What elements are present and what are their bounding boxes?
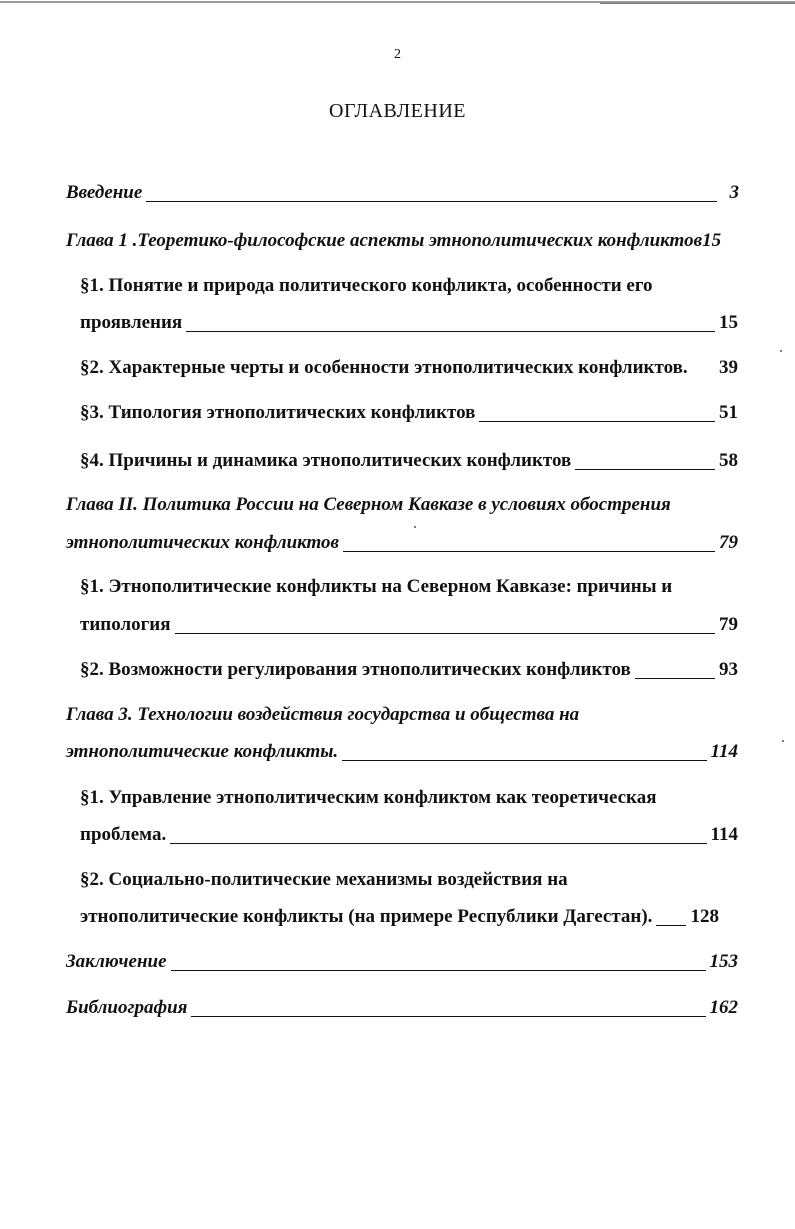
toc-label: §1. Управление этнополитическим конфликтом как теоретическая	[80, 787, 657, 808]
toc-entry-ch3-s1-line1	[80, 787, 657, 809]
toc-leader-line	[170, 843, 706, 844]
toc-leader-line	[342, 760, 706, 761]
toc-entry-ch1-s1-line2	[80, 312, 738, 334]
toc-label: §2. Социально-политические механизмы воздействия на	[80, 869, 568, 890]
toc-label: типология	[80, 614, 171, 635]
toc-label: §1. Понятие и природа политического конфликта, особенности его	[80, 275, 653, 296]
toc-leader-line	[146, 201, 717, 202]
toc-page: 79	[719, 614, 738, 635]
toc-leader-line	[479, 421, 715, 422]
toc-label: Глава II. Политика России на Северном Кавказе в условиях обострения	[66, 494, 671, 515]
toc-label: §4. Причины и динамика этнополитических конфликтов	[80, 450, 572, 471]
toc-label: §2. Возможности регулирования этнополитических конфликтов	[80, 659, 631, 680]
toc-label: Библиография	[66, 997, 188, 1018]
toc-entry-chapter-3-line1	[66, 704, 579, 726]
toc-leader-line	[343, 551, 715, 552]
toc-entry-ch2-s1-line1	[80, 576, 672, 598]
toc-page: 79	[719, 532, 738, 553]
toc-page: 114	[710, 741, 738, 762]
toc-leader-line	[186, 331, 715, 332]
toc-entry-chapter-2-line1	[66, 494, 671, 516]
toc-entry-ch2-s1-line2	[80, 614, 738, 636]
toc-page: 114	[710, 824, 738, 845]
toc-entry-intro	[66, 182, 739, 204]
page-title: ОГЛАВЛЕНИЕ	[329, 100, 466, 122]
toc-entry-bibliography	[66, 997, 738, 1019]
toc-page: 15	[702, 230, 722, 251]
toc-page: 39	[719, 357, 738, 378]
scan-speck	[782, 740, 784, 742]
toc-entry-ch1-s3	[80, 402, 738, 424]
toc-page: 128	[690, 906, 719, 927]
toc-page: 153	[709, 951, 738, 972]
toc-leader-line	[656, 925, 686, 926]
toc-entry-ch1-s4	[80, 450, 738, 472]
toc-page: 3	[729, 182, 739, 203]
toc-page: 15	[719, 312, 738, 333]
toc-label: §1. Этнополитические конфликты на Северном Кавказе: причины и	[80, 576, 673, 597]
toc-label: Введение	[66, 182, 143, 203]
toc-label: этнополитические конфликты.	[66, 741, 339, 762]
toc-label: этнополитических конфликтов	[66, 532, 340, 553]
toc-entry-ch1-s1-line1	[80, 275, 653, 297]
toc-label: §3. Типология этнополитических конфликтов	[80, 402, 476, 423]
toc-label: проявления	[80, 312, 183, 333]
toc-entry-ch3-s2-line2	[80, 906, 738, 928]
toc-label: Заключение	[66, 951, 167, 972]
toc-entry-chapter-1	[66, 230, 756, 252]
toc-label: Глава 3. Технологии воздействия государства и общества на	[66, 704, 580, 725]
toc-entry-conclusion	[66, 951, 738, 973]
toc-entry-ch3-s2-line1	[80, 869, 568, 891]
toc-entry-ch3-s1-line2	[80, 824, 738, 846]
toc-entry-chapter-2-line2	[66, 532, 738, 554]
toc-label: Глава 1 .Теоретико-философские аспекты этнополитических конфликтов	[66, 230, 703, 251]
scan-top-rule	[600, 3, 795, 4]
toc-entry-chapter-3-line2	[66, 741, 738, 763]
scan-speck	[780, 350, 782, 352]
toc-leader-line	[635, 678, 715, 679]
page-number: 2	[394, 47, 401, 62]
scan-speck	[414, 526, 416, 528]
toc-page: 58	[719, 450, 738, 471]
toc-page: 51	[719, 402, 738, 423]
toc-leader-line	[575, 469, 715, 470]
toc-entry-ch2-s2	[80, 659, 738, 681]
toc-entry-ch1-s2	[80, 357, 738, 379]
toc-label: §2. Характерные черты и особенности этнополитических конфликтов.	[80, 357, 688, 378]
toc-leader-line	[171, 970, 706, 971]
toc-label: проблема.	[80, 824, 167, 845]
toc-page: 93	[719, 659, 738, 680]
toc-label: этнополитические конфликты (на примере Республики Дагестан).	[80, 906, 653, 927]
toc-leader-line	[175, 633, 716, 634]
toc-leader-line	[191, 1016, 705, 1017]
toc-page: 162	[709, 997, 738, 1018]
